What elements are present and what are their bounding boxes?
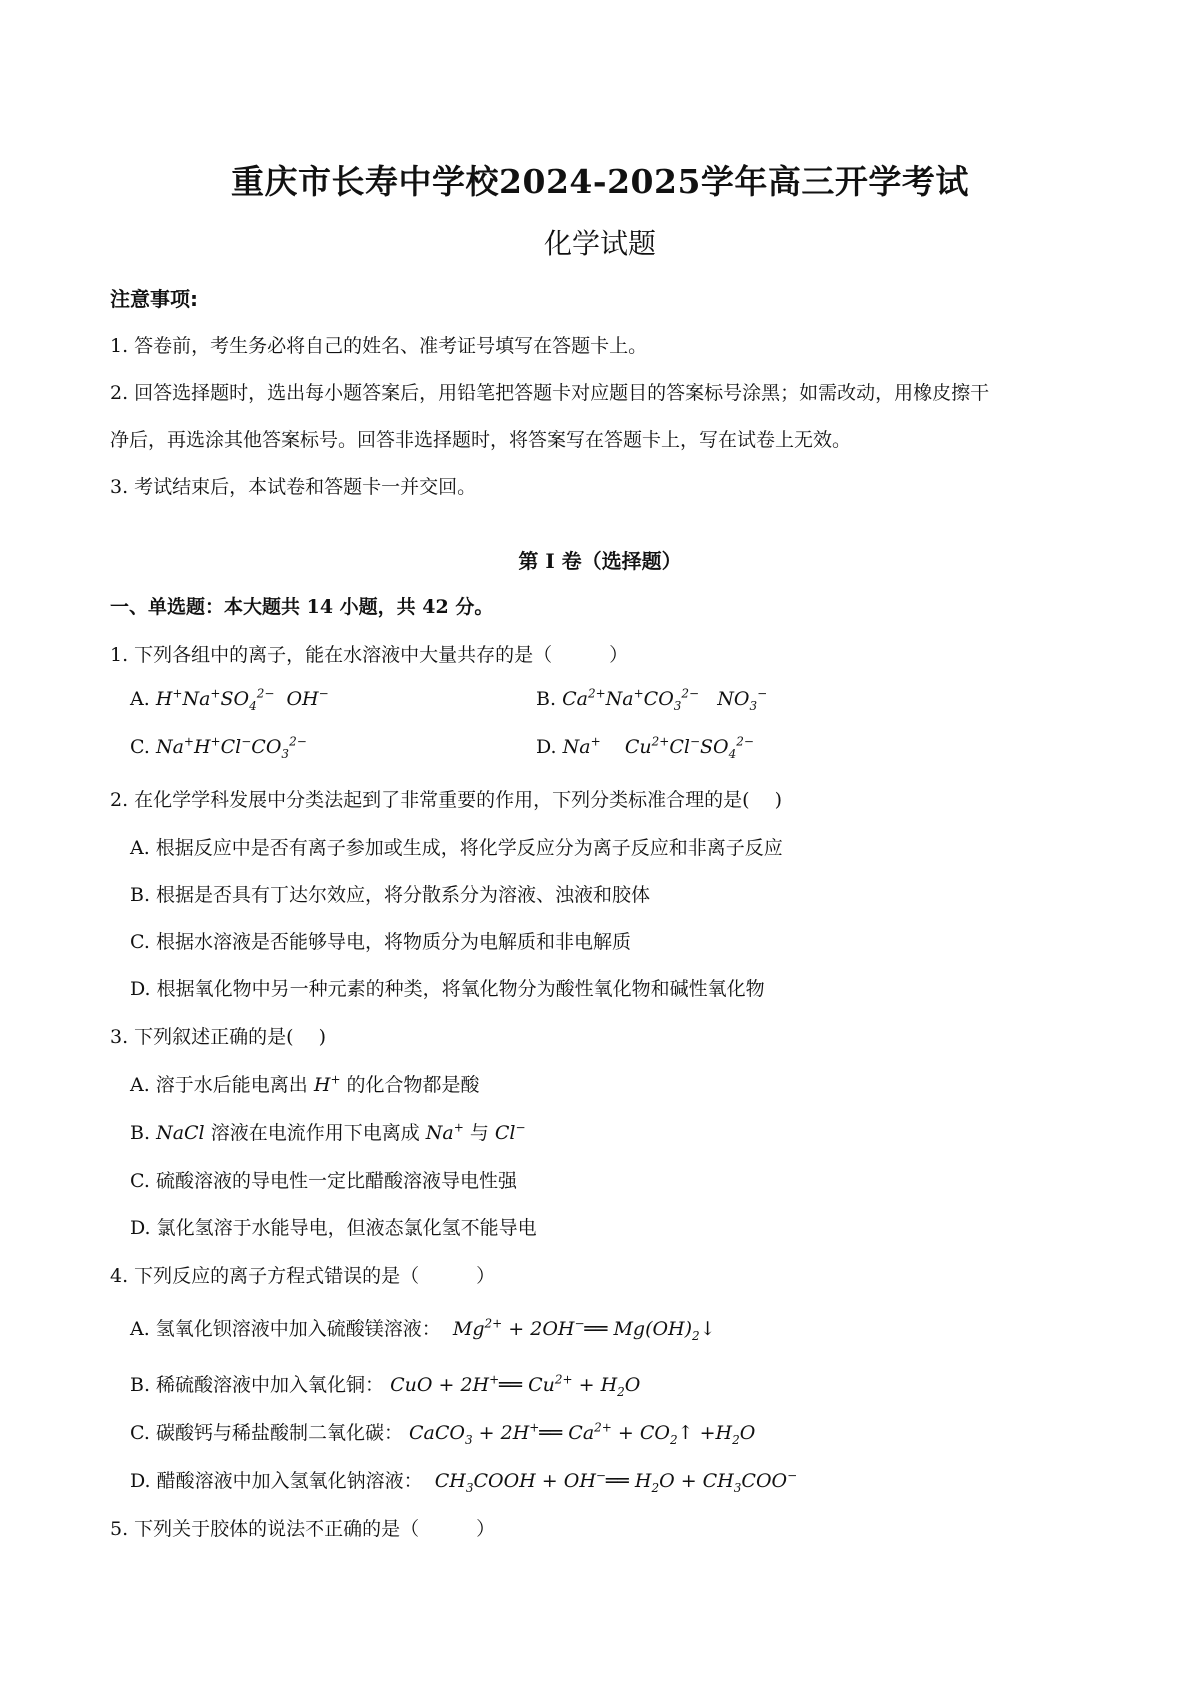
ionic-equation: $CH_3COOH$ + OH−══ $H_2O + CH_3COO^-$ [428,1468,798,1495]
section-title: 第 I 卷（选择题） [518,549,682,573]
notice-item-1: 1. 答卷前，考生务必将自己的姓名、准考证号填写在答题卡上。 [110,335,648,357]
question-4-option-a [130,1314,716,1341]
option-text: 与 [469,1122,489,1144]
question-1-option-b [536,686,768,713]
ion-formula: $H^+Na^+SO_4^{2-}$ OH− [155,686,329,713]
question-3-option-b [130,1118,526,1145]
option-text: C. 碳酸钙与稀盐酸制二氧化碳： [130,1422,403,1444]
notice-heading: 注意事项: [110,287,198,311]
question-4-option-b [130,1370,640,1397]
question-3-option-a [130,1070,480,1097]
question-1-stem: 1. 下列各组中的离子，能在水溶液中大量共存的是（ ） [110,644,629,666]
exam-subtitle: 化学试题 [543,227,656,260]
option-text: A. 溶于水后能电离出 [130,1074,308,1096]
question-2-option-c: C. 根据水溶液是否能够导电，将物质分为电解质和非电解质 [130,931,631,953]
ionic-equation: $Mg^{2+}$ + 2OH−══ $Mg(OH)_2↓$ [446,1316,716,1343]
option-label: A. [130,688,150,710]
question-1-option-d [536,734,754,761]
question-2-option-d: D. 根据氧化物中另一种元素的种类，将氧化物分为酸性氧化物和碱性氧化物 [130,978,765,1000]
question-4-option-d [130,1466,797,1493]
compound-formula: NaCl [156,1122,205,1144]
question-3-option-d: D. 氯化氢溶于水能导电，但液态氯化氢不能导电 [130,1217,537,1239]
part-heading: 一、单选题：本大题共 14 小题，共 42 分。 [110,596,494,618]
question-1-option-a [130,686,329,713]
question-2-stem: 2. 在化学学科发展中分类法起到了非常重要的作用，下列分类标准合理的是( ) [110,789,783,811]
ionic-equation: CuO + 2H+══ $Cu^{2+} + H_2O$ [390,1372,641,1399]
ion-formula: Na+ $Cu^{2+}Cl^-SO_4^{2-}$ [562,734,754,761]
option-label: D. [536,736,557,758]
ion-formula: H+ [313,1072,341,1096]
option-label: C. [130,736,150,758]
option-text: 的化合物都是酸 [346,1074,480,1096]
question-1-option-c [130,734,307,761]
ionic-equation: CaCO$_3$ + 2H+══ $Ca^{2+}$ + $CO_2↑ +H_2O$ [409,1420,756,1447]
option-text: A. 氢氧化钡溶液中加入硫酸镁溶液： [130,1318,441,1340]
question-2-option-a: A. 根据反应中是否有离子参加或生成，将化学反应分为离子反应和非离子反应 [130,837,783,859]
option-text: 溶液在电流作用下电离成 [210,1122,420,1144]
exam-title: 重庆市长寿中学校2024-2025学年高三开学考试 [231,162,969,201]
option-label: B. [130,1122,151,1144]
option-text: B. 稀硫酸溶液中加入氧化铜： [130,1374,385,1396]
question-3-option-c: C. 硫酸溶液的导电性一定比醋酸溶液导电性强 [130,1170,517,1192]
ion-formula: Cl− [494,1120,526,1144]
option-text: D. 醋酸溶液中加入氢氧化钠溶液： [130,1470,423,1492]
option-label: B. [536,688,557,710]
notice-item-3: 3. 考试结束后，本试卷和答题卡一并交回。 [110,476,477,498]
ion-formula: $Na^+H^+Cl^-CO_3^{2-}$ [155,734,307,761]
ion-formula: Na+ [425,1120,464,1144]
question-4-stem: 4. 下列反应的离子方程式错误的是（ ） [110,1265,496,1287]
question-5-stem: 5. 下列关于胶体的说法不正确的是（ ） [110,1518,496,1540]
question-4-option-c [130,1418,755,1445]
question-3-stem: 3. 下列叙述正确的是( ) [110,1026,327,1048]
ion-formula: $Ca^{2+}Na^+CO_3^{2-}$ $NO_3^-$ [562,686,768,713]
question-2-option-b: B. 根据是否具有丁达尔效应，将分散系分为溶液、浊液和胶体 [130,884,651,906]
notice-item-2: 2. 回答选择题时，选出每小题答案后，用铅笔把答题卡对应题目的答案标号涂黑；如需改动，用橡皮擦干 [110,382,990,404]
notice-item-2-cont: 净后，再选涂其他答案标号。回答非选择题时，将答案写在答题卡上，写在试卷上无效。 [110,429,852,451]
